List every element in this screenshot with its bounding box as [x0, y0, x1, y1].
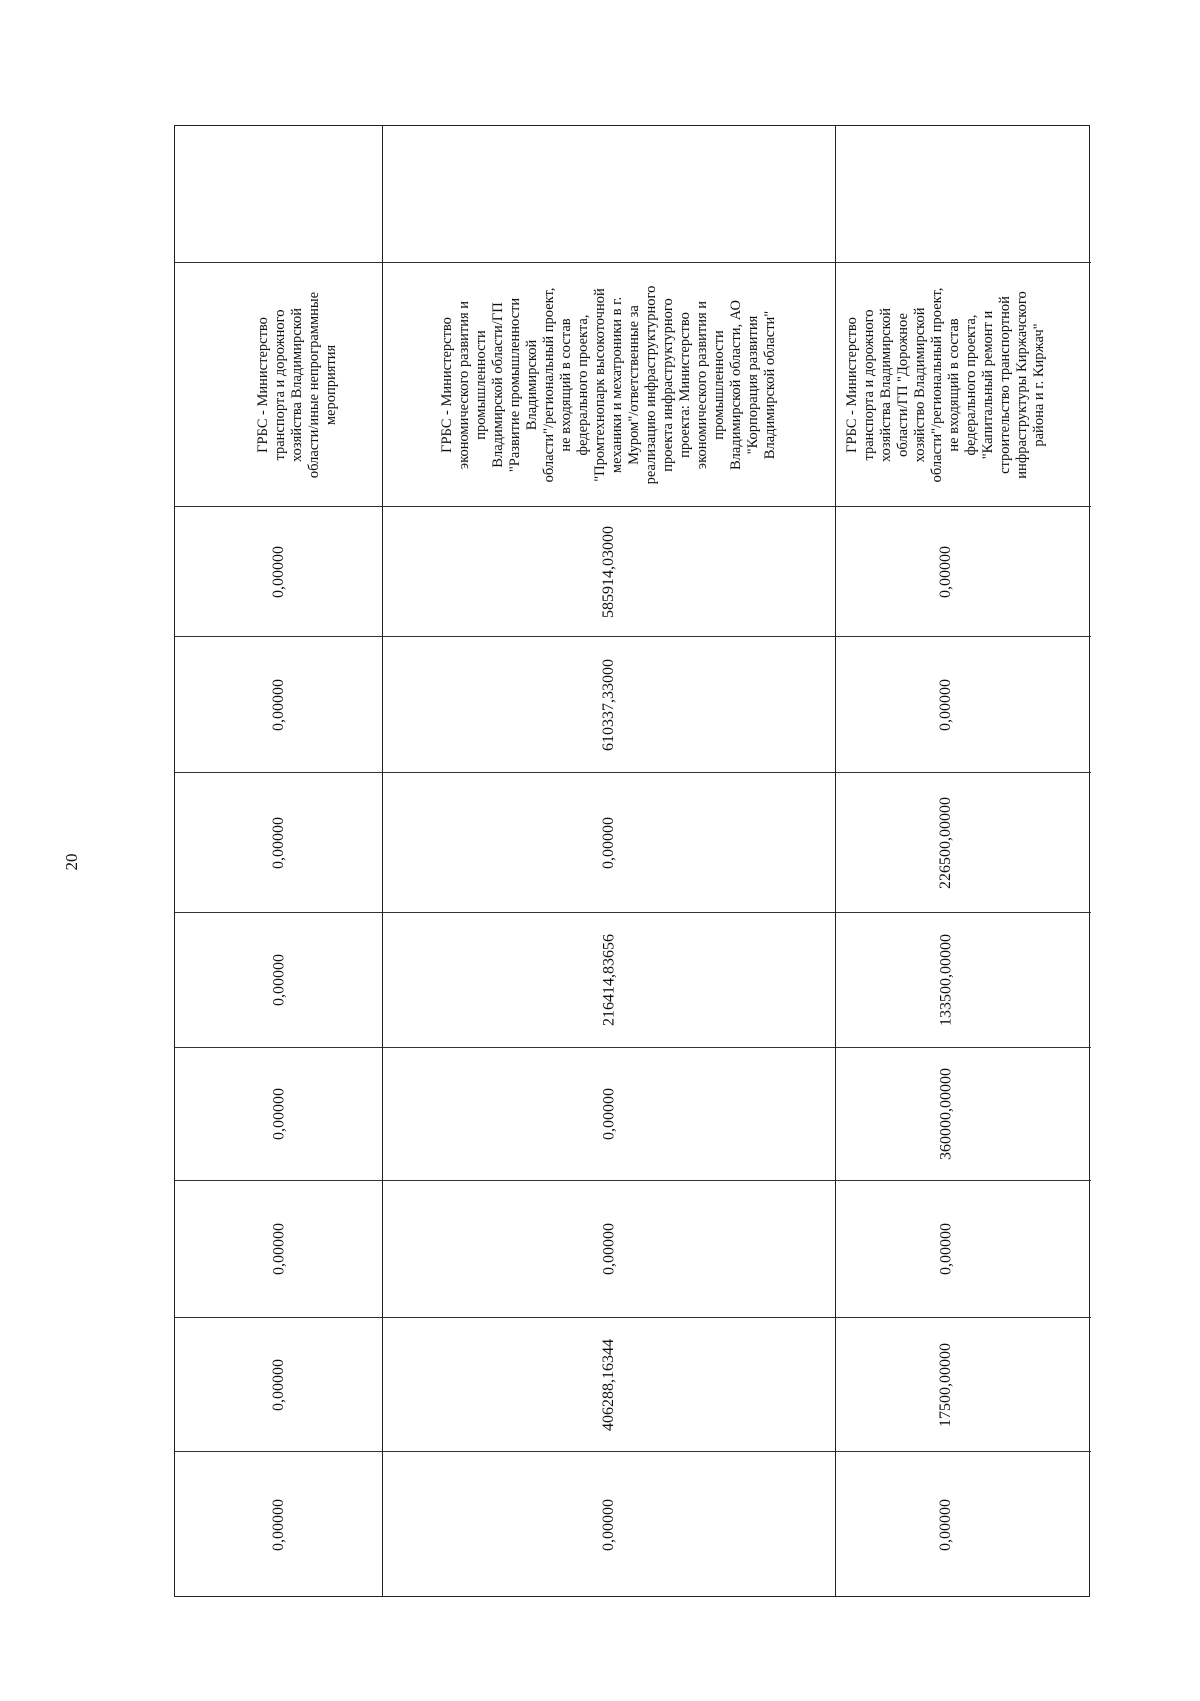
- value-text: 0,00000: [270, 954, 288, 1006]
- value-cell: [383, 1048, 835, 1181]
- value-cell: [836, 773, 1091, 913]
- description-cell: [175, 263, 382, 507]
- value-cell: [836, 1181, 1091, 1318]
- row-description: ГРБС - Министерство транспорта и дорожного хозяйства Владимирской области/иные непрограммные мероприятия: [255, 291, 339, 479]
- row-description: ГРБС - Министерство экономического развития и промышленности Владимирской области/ГП "Развитие промышленности Владимирской области"/региональный проект, не входящий в состав федерального проекта, "Промтехнопарк высокоточной механики и мехатроники в г. Муром"/ответственные за реализацию инфраструктурного проекта инфраструктурного проекта: Министерство экономического развития и промышленности Владимирской области, АО "Корпорация развития Владимирской области": [439, 285, 778, 485]
- value-text: 360000,00000: [937, 1068, 955, 1160]
- empty-cell: [836, 126, 1091, 263]
- value-cell: [383, 507, 835, 637]
- value-text: 0,00000: [270, 817, 287, 869]
- value-cell: [175, 637, 382, 773]
- value-cell: [383, 1181, 835, 1318]
- table-row-2: [383, 126, 836, 1596]
- value-cell: [175, 507, 382, 637]
- value-text: 0,00000: [937, 1499, 954, 1551]
- value-text: 0,00000: [600, 817, 617, 869]
- value-text: 0,00000: [270, 679, 287, 731]
- value-cell: [175, 1048, 382, 1181]
- value-cell: [175, 1181, 382, 1318]
- value-text: 0,00000: [270, 546, 287, 598]
- value-text: 17500,00000: [937, 1343, 954, 1427]
- value-cell: [836, 1048, 1091, 1181]
- value-text: 0,00000: [270, 1359, 287, 1411]
- value-cell: [175, 773, 382, 913]
- value-cell: [383, 913, 835, 1048]
- value-text: 0,00000: [270, 1088, 288, 1140]
- value-text: 406288,16344: [600, 1339, 617, 1431]
- table-row-3: [836, 126, 1091, 1596]
- description-cell: [383, 263, 835, 507]
- description-cell: [836, 263, 1091, 507]
- value-text: 226500,00000: [937, 797, 954, 889]
- budget-table: [174, 125, 1090, 1597]
- value-text: 0,00000: [937, 679, 954, 731]
- value-text: 0,00000: [600, 1088, 618, 1140]
- row-description: ГРБС - Министерство транспорта и дорожного хозяйства Владимирской области/ГП "Дорожное хозяйство Владимирской области"/региональный проект, не входящий в состав федерального проекта, "Капитальный ремонт и строительство транспортной инфраструктуры Киржачского района и г. Киржач": [844, 287, 1047, 483]
- value-text: 585914,03000: [600, 526, 617, 618]
- value-text: 0,00000: [600, 1499, 617, 1551]
- value-cell: [175, 913, 382, 1048]
- value-cell: [383, 1318, 835, 1452]
- value-text: 0,00000: [270, 1223, 288, 1275]
- value-cell: [836, 507, 1091, 637]
- empty-cell: [175, 126, 382, 263]
- value-text: 610337,33000: [600, 659, 617, 751]
- page-number: 20: [62, 853, 81, 871]
- table-row-1: [175, 126, 383, 1596]
- value-cell: [836, 1452, 1091, 1598]
- value-text: 0,00000: [600, 1223, 618, 1275]
- value-text: 0,00000: [937, 1223, 955, 1275]
- value-cell: [383, 773, 835, 913]
- value-cell: [836, 913, 1091, 1048]
- value-cell: [836, 637, 1091, 773]
- value-cell: [175, 1452, 382, 1598]
- value-text: 0,00000: [937, 546, 954, 598]
- value-text: 133500,00000: [937, 934, 955, 1026]
- value-cell: [175, 1318, 382, 1452]
- value-cell: [383, 637, 835, 773]
- value-text: 0,00000: [270, 1499, 287, 1551]
- value-cell: [836, 1318, 1091, 1452]
- value-text: 216414,83656: [600, 934, 618, 1026]
- value-cell: [383, 1452, 835, 1598]
